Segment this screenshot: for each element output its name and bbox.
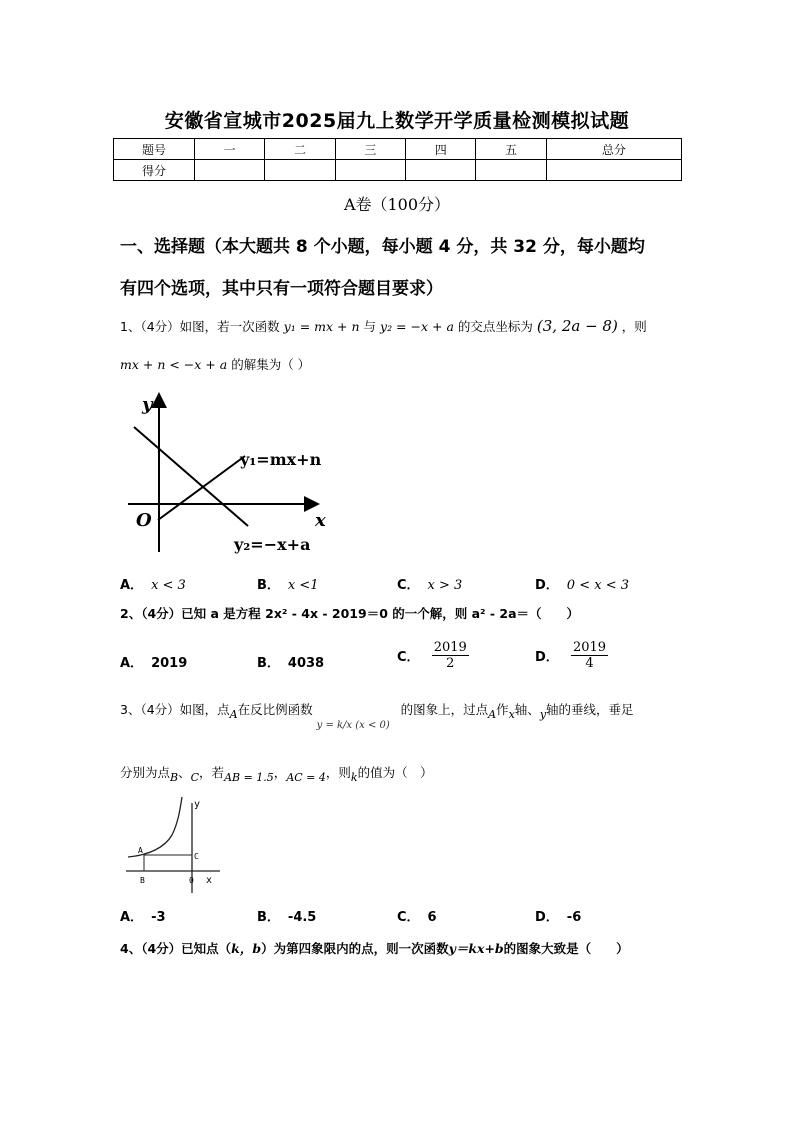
q1-option-c: C． x > 3 bbox=[397, 578, 463, 593]
score-cell: 二 bbox=[265, 139, 335, 160]
score-cell bbox=[476, 160, 546, 181]
q4-text: 4、（4分）已知点（k，b）为第四象限内的点，则一次函数y＝kx+b的图象大致是（ ） bbox=[120, 941, 629, 956]
q1-option-d: D． 0 < x < 3 bbox=[535, 578, 629, 593]
score-cell bbox=[546, 160, 681, 181]
q1-option-a: A． x < 3 bbox=[120, 578, 186, 593]
score-cell: 五 bbox=[476, 139, 546, 160]
q1-eq2: y₂ = −x + a bbox=[380, 319, 454, 334]
q3-graph bbox=[120, 795, 230, 895]
score-cell: 题号 bbox=[114, 139, 195, 160]
q3-curve bbox=[128, 797, 182, 857]
q1-prefix: 1、（4分）如图，若一次函数 bbox=[120, 319, 280, 334]
score-cell: 得分 bbox=[114, 160, 195, 181]
q1-point: (3, 2a − 8) bbox=[536, 317, 618, 335]
q1-line1-label: y₁=mx+n bbox=[240, 450, 322, 469]
score-cell bbox=[406, 160, 476, 181]
q2-option-c: C． $\frac{2019}{2}$ bbox=[397, 640, 467, 671]
score-cell: 四 bbox=[406, 139, 476, 160]
score-table-header-row bbox=[114, 139, 682, 160]
score-cell bbox=[265, 160, 335, 181]
q1-origin-label: O bbox=[136, 510, 152, 531]
q3-label-y: y bbox=[194, 799, 201, 810]
q1-graph bbox=[120, 390, 340, 560]
q1-text4: 的解集为（ ） bbox=[231, 357, 311, 372]
q3-label-c: C bbox=[194, 852, 199, 861]
q3-line1: 3、（4分）如图，点A在反比例函数 y = k/x (x < 0) 的图象上，过点A作x轴、y轴的垂线，垂足 bbox=[120, 702, 634, 731]
q2-option-c-fraction: $\frac{2019}{2}$ bbox=[433, 640, 467, 671]
score-cell bbox=[195, 160, 265, 181]
q3-function: y = k/x (x < 0) bbox=[316, 720, 390, 731]
q2-option-b: B． 4038 bbox=[257, 656, 325, 671]
q3-option-a: A． -3 bbox=[120, 910, 166, 925]
q2-option-d: D． $\frac{2019}{4}$ bbox=[535, 640, 607, 671]
exam-title: 安徽省宣城市2025届九上数学开学质量检测模拟试题 bbox=[164, 110, 630, 132]
q1-eq1: y₁ = mx + n bbox=[283, 319, 360, 334]
part1-heading-line1: 一、选择题（本大题共 8 个小题，每小题 4 分，共 32 分，每小题均 bbox=[120, 237, 645, 257]
q2-option-a: A． 2019 bbox=[120, 656, 188, 671]
q3-label-a: A bbox=[138, 846, 143, 855]
score-cell bbox=[335, 160, 405, 181]
q3-option-b: B． -4.5 bbox=[257, 910, 317, 925]
score-table bbox=[113, 138, 682, 181]
q1-text3: ，则 bbox=[621, 319, 647, 334]
score-cell: 总分 bbox=[546, 139, 681, 160]
q1-mid: 与 bbox=[363, 319, 377, 334]
q3-option-d: D． -6 bbox=[535, 910, 582, 925]
q3-option-c: C． 6 bbox=[397, 910, 437, 925]
q3-line2: 分别为点B、C，若AB = 1.5，AC = 4，则k的值为（ ） bbox=[120, 765, 433, 784]
section-heading: A卷（100分） bbox=[343, 195, 451, 214]
q2-text: 2、（4分）已知 a 是方程 2x² - 4x - 2019＝0 的一个解，则 a² - 2a＝（ ） bbox=[120, 606, 580, 621]
score-table-score-row bbox=[114, 160, 682, 181]
q3-label-o: 0 bbox=[189, 876, 194, 885]
score-cell: 一 bbox=[195, 139, 265, 160]
q3-label-x: x bbox=[206, 875, 213, 886]
part1-heading-line2: 有四个选项，其中只有一项符合题目要求） bbox=[120, 279, 443, 299]
q1-y-label: y bbox=[142, 394, 153, 415]
q1-x-label: x bbox=[315, 510, 326, 531]
q1-option-b: B． x <1 bbox=[257, 578, 319, 593]
q1-inequality: mx + n < −x + a bbox=[120, 357, 228, 372]
q1-line2 bbox=[120, 355, 310, 373]
q3-label-b: B bbox=[140, 876, 145, 885]
q1-line-y1 bbox=[158, 456, 245, 520]
q1-text2: 的交点坐标为 bbox=[457, 319, 533, 334]
q1-line1 bbox=[120, 317, 647, 335]
q1-line2-label: y₂=−x+a bbox=[234, 535, 311, 554]
score-cell: 三 bbox=[335, 139, 405, 160]
q2-option-d-fraction: $\frac{2019}{4}$ bbox=[572, 640, 607, 671]
